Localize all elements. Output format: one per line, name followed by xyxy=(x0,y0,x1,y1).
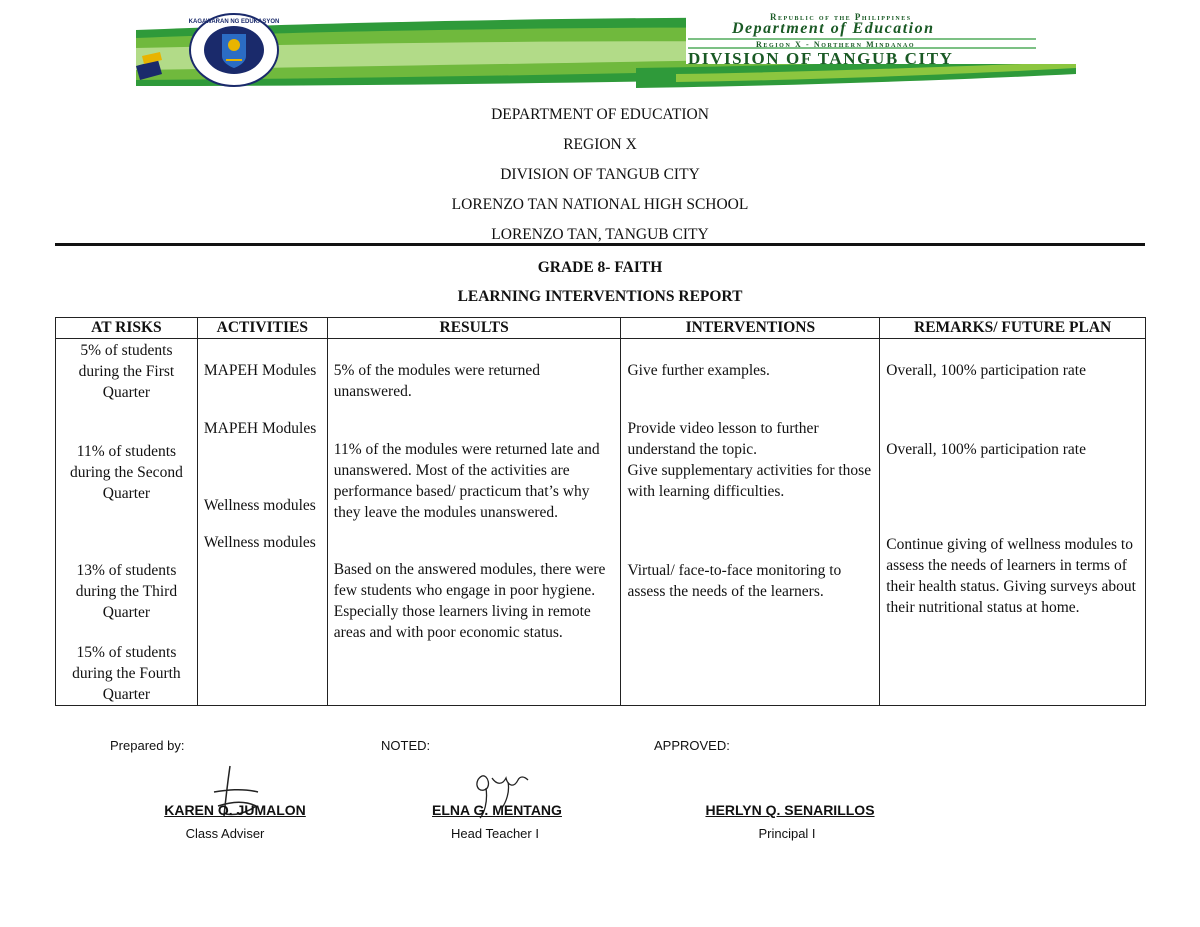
at-risk-third-quarter: 13% of students during the Third Quarter xyxy=(75,562,178,621)
at-risks-cell xyxy=(56,339,198,706)
header-line-school: LORENZO TAN NATIONAL HIGH SCHOOL xyxy=(451,196,749,213)
result-second-quarter: 11% of the modules were returned late and unanswered. Most of the activities are performance based/ practicum that’s why they leave the modules unanswered. xyxy=(333,441,600,521)
school-header xyxy=(0,103,1200,253)
column-header-results: RESULTS xyxy=(327,318,621,339)
interventions-cell xyxy=(621,339,880,706)
prepared-by-title: Class Adviser xyxy=(185,826,265,841)
table-header-row xyxy=(56,318,1146,339)
remark-third-fourth-quarter: Continue giving of wellness modules to assess the needs of learners in terms of their health status. Giving surveys about their nutritional status at home. xyxy=(886,536,1136,616)
intervention-first-quarter: Give further examples. xyxy=(627,362,770,379)
activities-cell xyxy=(197,339,327,706)
letterhead-division-line: DIVISION OF TANGUB CITY xyxy=(688,49,954,68)
activity-first-quarter: MAPEH Modules xyxy=(203,362,317,379)
remark-first-quarter: Overall, 100% participation rate xyxy=(886,362,1086,379)
prepared-by-name: KAREN O. JUMALON xyxy=(164,802,306,818)
result-third-fourth-quarter: Based on the answered modules, there were few students who engage in poor hygiene. Especially those learners living in remote areas and with poor economic status. xyxy=(333,561,606,641)
intervention-third-fourth-quarter: Virtual/ face-to-face monitoring to assess the needs of the learners. xyxy=(627,562,842,600)
activity-second-quarter: MAPEH Modules xyxy=(203,420,317,437)
at-risk-second-quarter: 11% of students during the Second Quarter xyxy=(70,443,183,502)
approved-name: HERLYN Q. SENARILLOS xyxy=(705,802,875,818)
intervention-second-quarter-2: Give supplementary activities for those with learning difficulties. xyxy=(627,462,872,500)
header-divider xyxy=(55,243,1145,246)
header-line-division: DIVISION OF TANGUB CITY xyxy=(500,166,700,183)
activity-third-quarter: Wellness modules xyxy=(203,497,316,514)
at-risk-first-quarter: 5% of students during the First Quarter xyxy=(78,342,175,401)
column-header-activities: ACTIVITIES xyxy=(197,318,327,339)
header-line-department: DEPARTMENT OF EDUCATION xyxy=(491,106,709,123)
activity-fourth-quarter: Wellness modules xyxy=(203,534,316,551)
header-line-region: REGION X xyxy=(563,136,637,153)
remarks-cell xyxy=(880,339,1146,706)
column-header-at-risks: AT RISKS xyxy=(56,318,198,339)
at-risk-fourth-quarter: 15% of students during the Fourth Quarter xyxy=(72,644,181,703)
approved-title: Principal I xyxy=(758,826,816,841)
letterhead-republic-line: Republic of the Philippines xyxy=(770,12,912,22)
column-header-interventions: INTERVENTIONS xyxy=(621,318,880,339)
noted-name: ELNA G. MENTANG xyxy=(432,802,562,818)
header-line-address: LORENZO TAN, TANGUB CITY xyxy=(491,226,709,243)
noted-label: NOTED: xyxy=(381,738,431,753)
interventions-table xyxy=(55,317,1146,706)
report-title: LEARNING INTERVENTIONS REPORT xyxy=(457,288,743,305)
approved-label: APPROVED: xyxy=(654,738,730,753)
letterhead-region-line: Region X - Northern Mindanao xyxy=(756,40,916,49)
results-cell xyxy=(327,339,621,706)
intervention-second-quarter: Provide video lesson to further understand the topic. xyxy=(627,420,819,458)
svg-text:KAGAWARAN NG EDUKASYON: KAGAWARAN NG EDUKASYON xyxy=(188,19,280,25)
prepared-by-label: Prepared by: xyxy=(110,738,185,753)
table-row xyxy=(56,339,1146,706)
deped-seal-logo xyxy=(188,12,280,88)
grade-section-title: GRADE 8- FAITH xyxy=(537,259,663,276)
result-first-quarter: 5% of the modules were returned unanswered. xyxy=(333,362,540,400)
noted-title: Head Teacher I xyxy=(451,826,539,841)
remark-second-quarter: Overall, 100% participation rate xyxy=(886,441,1086,458)
letterhead-department-line: Department of Education xyxy=(732,20,935,37)
column-header-remarks: REMARKS/ FUTURE PLAN xyxy=(880,318,1146,339)
